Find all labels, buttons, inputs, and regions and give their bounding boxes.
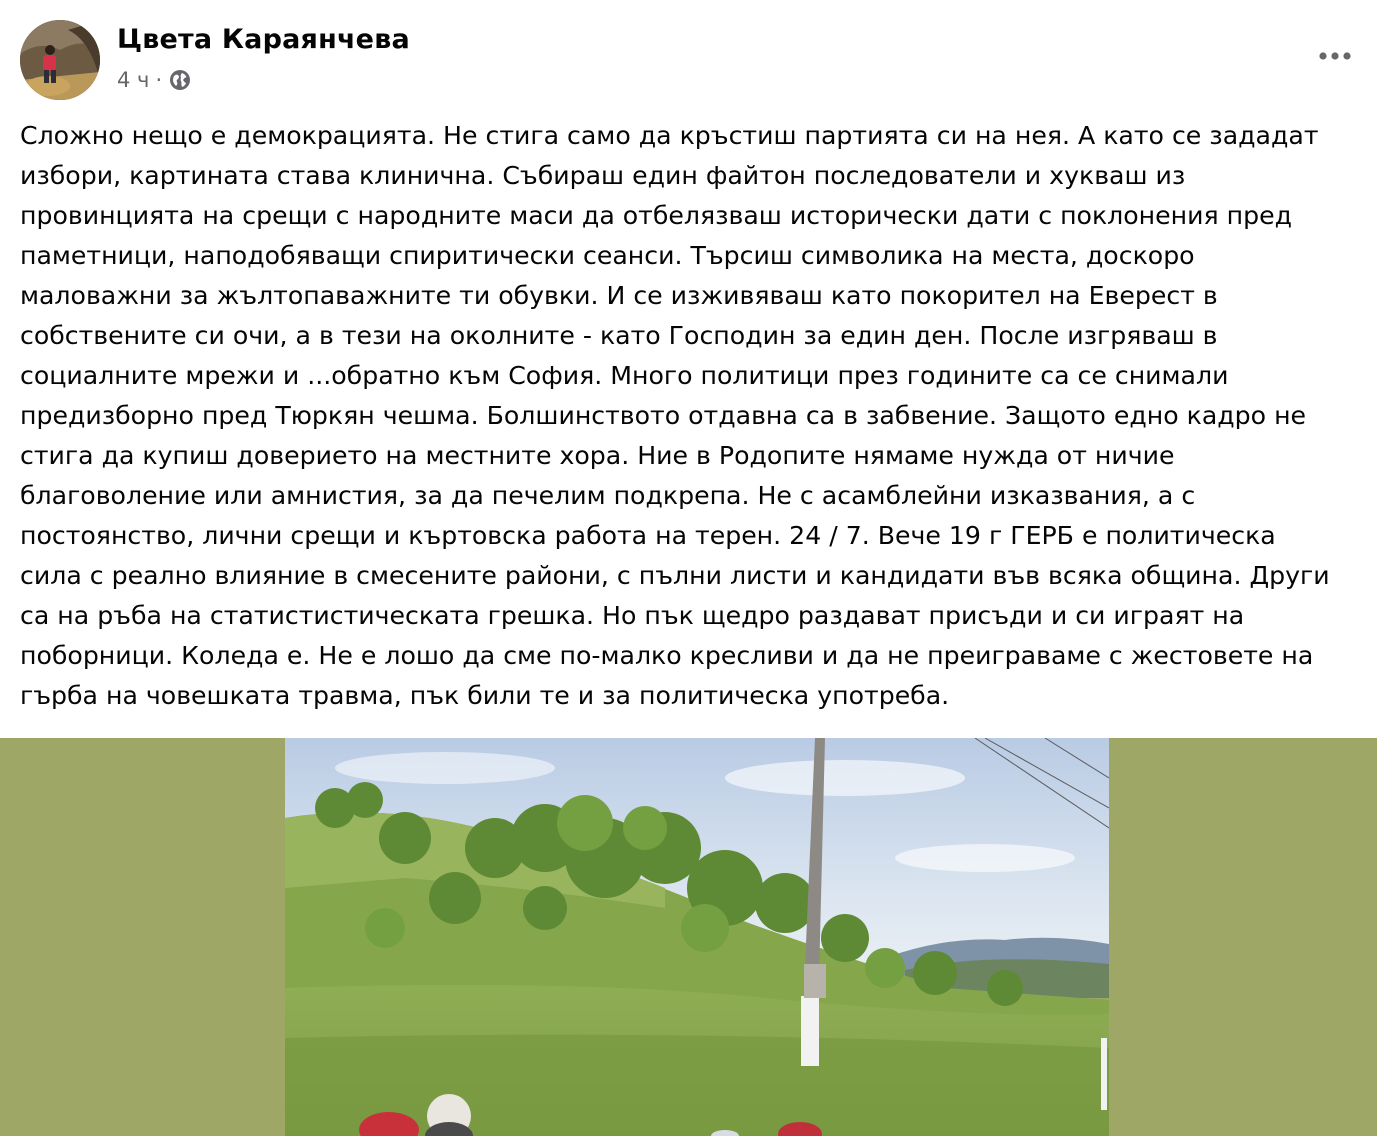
post-text-line: постоянство, лични срещи и къртовска работа на терен. 24 / 7. Вече 19 г ГЕРБ е политическа (20, 521, 1276, 550)
post-text-line: Сложно нещо е демокрацията. Не стига само да кръстиш партията си на нея. А като се зададат (20, 121, 1319, 150)
post-meta (117, 66, 192, 94)
post-header (0, 0, 1377, 110)
post-text-line: маловажни за жълтопаважните ти обувки. И се изживяваш като покорител на Еверест в (20, 281, 1218, 310)
post-text-line: социалните мрежи и ...обратно към София. Много политици през годините са се снимали (20, 361, 1229, 390)
globe-icon[interactable] (168, 68, 192, 92)
author-avatar[interactable] (20, 20, 100, 100)
post-text-line: собствените си очи, а в тези на околните - като Господин за един ден. После изгряваш в (20, 321, 1218, 350)
meta-separator: · (155, 68, 163, 92)
post-text-line: гърба на човешката травма, пък били те и за политическа употреба. (20, 681, 950, 710)
avatar-image (20, 20, 100, 100)
post-text-line: провинцията на срещи с народните маси да отбелязваш исторически дати с поклонения пред (20, 201, 1293, 230)
post-text-line: са на ръба на статистистическата грешка. Но пък щедро раздават присъди и си играят на (20, 601, 1245, 630)
more-options-icon (1317, 51, 1353, 61)
post-text-line: паметници, наподобяващи спиритически сеанси. Търсиш символика на места, доскоро (20, 241, 1195, 270)
post-text-line: поборници. Коледа е. Не е лошо да сме по-малко кресливи и да не преиграваме с жестовете на (20, 641, 1314, 670)
post-text-line: сила с реално влияние в смесените райони, с пълни листи и кандидати във всяка община. Други (20, 561, 1330, 590)
more-options-button[interactable] (1313, 36, 1357, 76)
author-name[interactable]: Цвета Караянчева (117, 24, 410, 55)
landscape-photo (285, 738, 1109, 1136)
post-text-line: избори, картината става клинична. Събираш един файтон последователи и хукваш из (20, 161, 1186, 190)
post-timestamp[interactable]: 4 ч (117, 68, 150, 92)
post-text-line: стига да купиш доверието на местните хора. Ние в Родопите нямаме нужда от ничие (20, 441, 1175, 470)
post-text (20, 116, 1360, 716)
post-text-line: предизборно пред Тюркян чешма. Болшинството отдавна са в забвение. Защото едно кадро не (20, 401, 1307, 430)
post-text-line: благоволение или амнистия, за да печелим подкрепа. Не с асамблейни изказвания, а с (20, 481, 1196, 510)
post-media (0, 738, 1377, 1136)
post-photo[interactable] (285, 738, 1109, 1136)
